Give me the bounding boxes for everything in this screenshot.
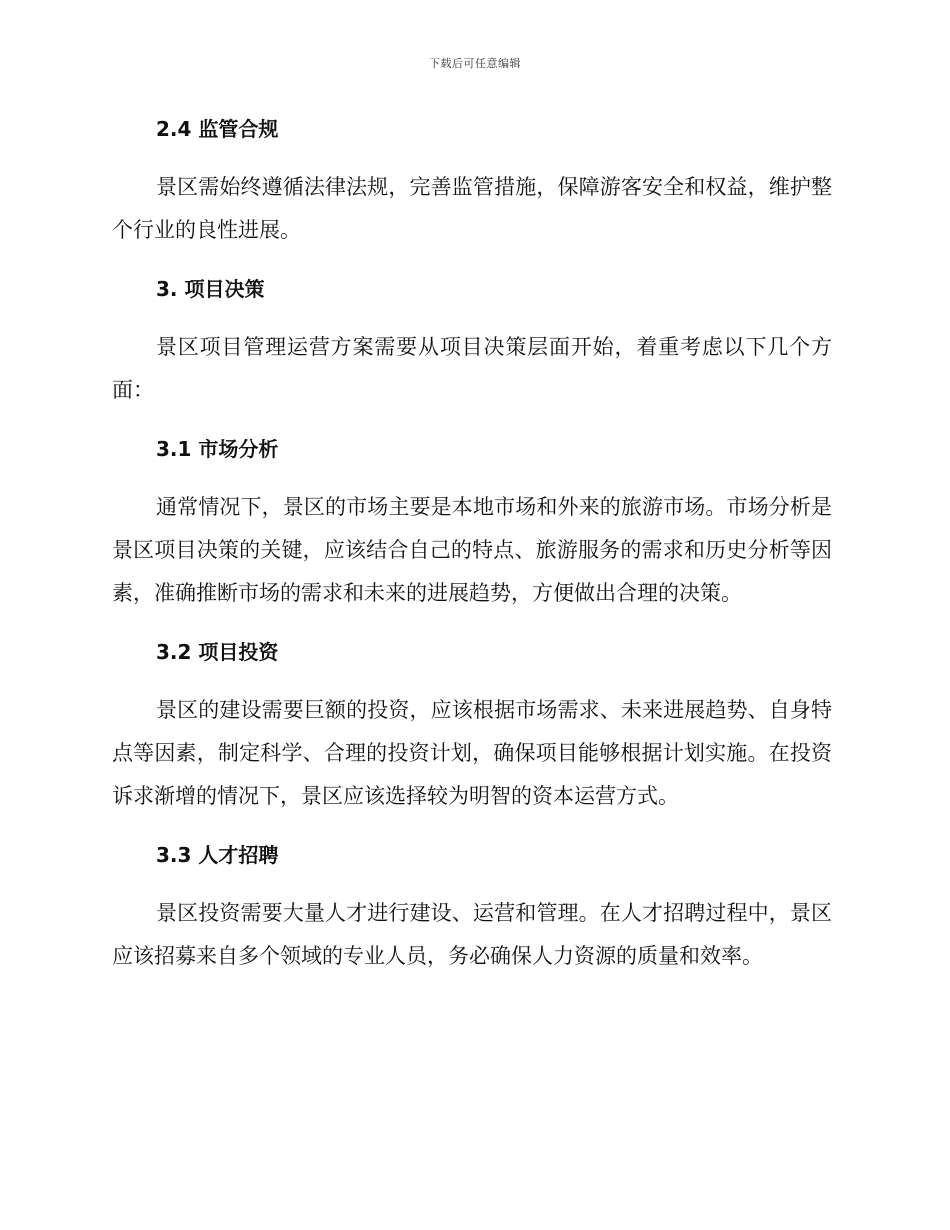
section-3 bbox=[112, 272, 832, 412]
section-3-2 bbox=[112, 635, 832, 818]
page-header-note: 下载后可任意编辑 bbox=[429, 57, 521, 70]
section-heading: 3. 项目决策 bbox=[156, 277, 265, 301]
section-2-4 bbox=[112, 112, 832, 252]
document-body bbox=[112, 112, 832, 978]
section-paragraph: 通常情况下，景区的市场主要是本地市场和外来的旅游市场。市场分析是景区项目决策的关键，应该结合自己的特点、旅游服务的需求和历史分析等因素，准确推断市场的需求和未来的进展趋势，方便做出合理的决策。 bbox=[112, 495, 832, 605]
section-paragraph: 景区项目管理运营方案需要从项目决策层面开始，着重考虑以下几个方面： bbox=[112, 335, 832, 402]
section-paragraph: 景区需始终遵循法律法规，完善监管措施，保障游客安全和权益，维护整个行业的良性进展。 bbox=[112, 175, 832, 242]
section-3-1 bbox=[112, 432, 832, 615]
section-heading: 3.2 项目投资 bbox=[156, 640, 279, 664]
section-heading: 3.1 市场分析 bbox=[156, 437, 279, 461]
section-paragraph: 景区的建设需要巨额的投资，应该根据市场需求、未来进展趋势、自身特点等因素，制定科学、合理的投资计划，确保项目能够根据计划实施。在投资诉求渐增的情况下，景区应该选择较为明智的资本运营方式。 bbox=[112, 698, 832, 808]
section-heading: 2.4 监管合规 bbox=[156, 117, 279, 141]
section-3-3 bbox=[112, 838, 832, 978]
section-paragraph: 景区投资需要大量人才进行建设、运营和管理。在人才招聘过程中，景区应该招募来自多个领域的专业人员，务必确保人力资源的质量和效率。 bbox=[112, 901, 832, 968]
section-heading: 3.3 人才招聘 bbox=[156, 843, 279, 867]
